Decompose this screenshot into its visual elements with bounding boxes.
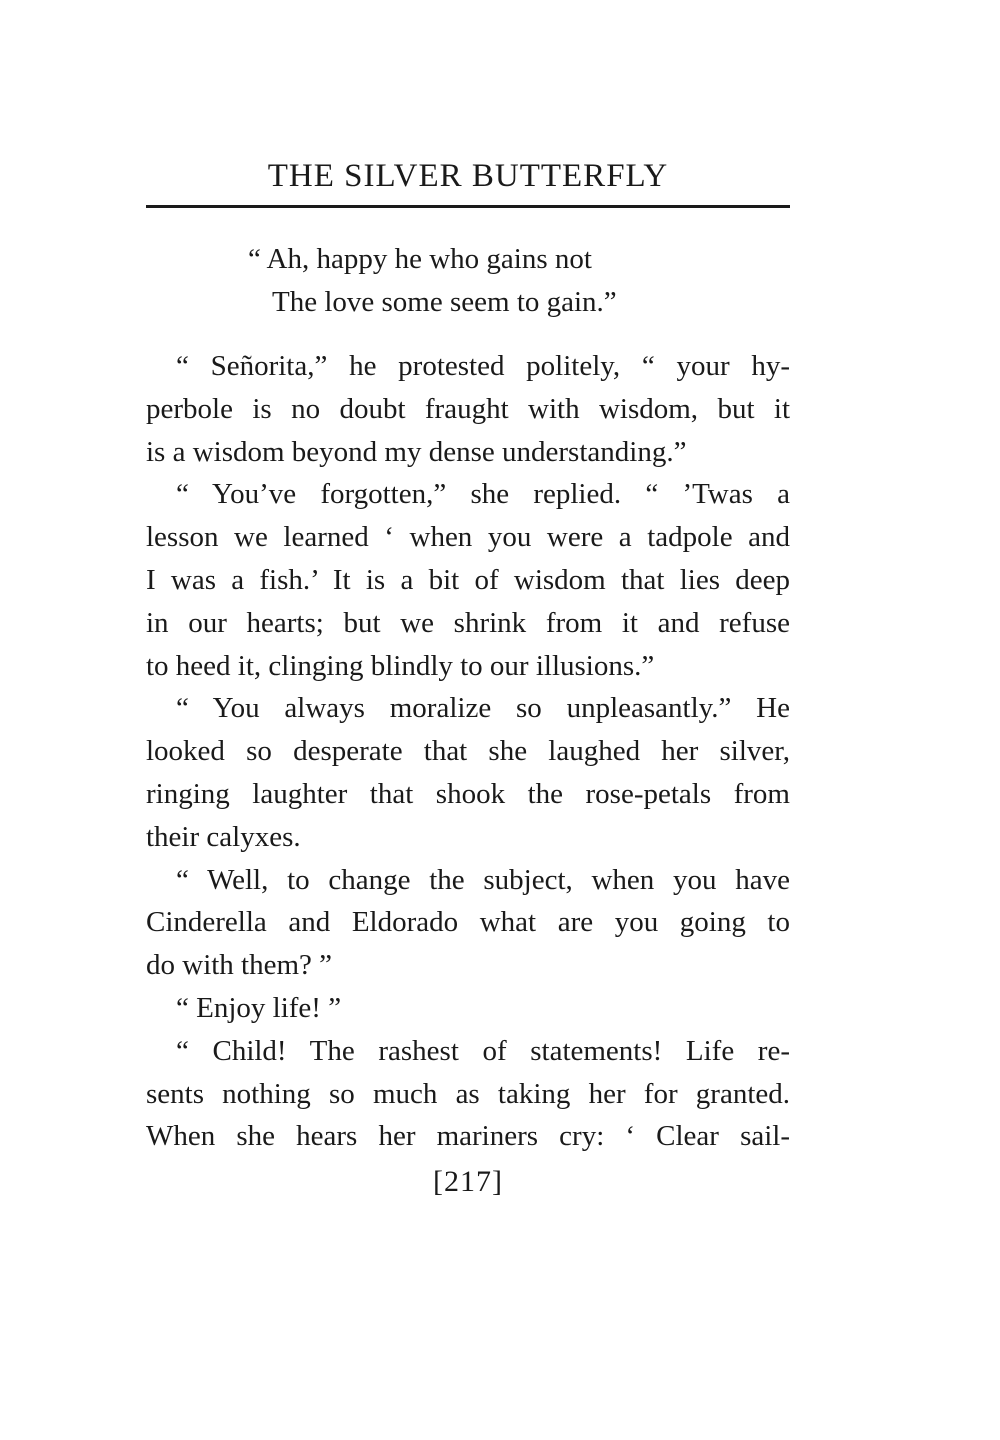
- text-line: “ Well, to change the subject, when you have: [176, 863, 790, 896]
- text-line: Cinderella and Eldorado what are you going to: [146, 906, 790, 939]
- running-head: THE SILVER BUTTERFLY: [267, 158, 669, 194]
- text-line: “ Child! The rashest of statements! Life re-: [176, 1034, 790, 1067]
- text-line: their calyxes.: [146, 820, 301, 853]
- text-line: “ Señorita,” he protested politely, “ your hy-: [176, 350, 790, 382]
- text-line: When she hears her mariners cry: ‘ Clear sail-: [146, 1120, 790, 1153]
- text-line: “ You always moralize so unpleasantly.” He: [176, 692, 790, 725]
- text-line: do with them? ”: [146, 949, 333, 982]
- verse-line: “ Ah, happy he who gains not: [248, 243, 592, 275]
- text-line: perbole is no doubt fraught with wisdom, but it: [146, 392, 790, 425]
- text-line: looked so desperate that she laughed her silver,: [146, 735, 790, 768]
- text-line: in our hearts; but we shrink from it and refuse: [146, 606, 790, 639]
- text-line: sents nothing so much as taking her for granted.: [146, 1077, 790, 1110]
- text-line: ringing laughter that shook the rose-petals from: [146, 777, 790, 810]
- text-line: to heed it, clinging blindly to our illusions.”: [146, 649, 655, 682]
- text-line: I was a fish.’ It is a bit of wisdom that lies deep: [146, 563, 790, 596]
- header-rule: [146, 205, 790, 208]
- body-text: [146, 345, 790, 1158]
- verse-line: The love some seem to gain.”: [272, 286, 617, 318]
- page-number: [217]: [433, 1165, 503, 1198]
- text-line: is a wisdom beyond my dense understanding.”: [146, 435, 687, 468]
- text-line: lesson we learned ‘ when you were a tadpole and: [146, 521, 790, 554]
- text-line: “ You’ve forgotten,” she replied. “ ’Twas a: [176, 478, 790, 511]
- text-line: “ Enjoy life! ”: [176, 991, 342, 1024]
